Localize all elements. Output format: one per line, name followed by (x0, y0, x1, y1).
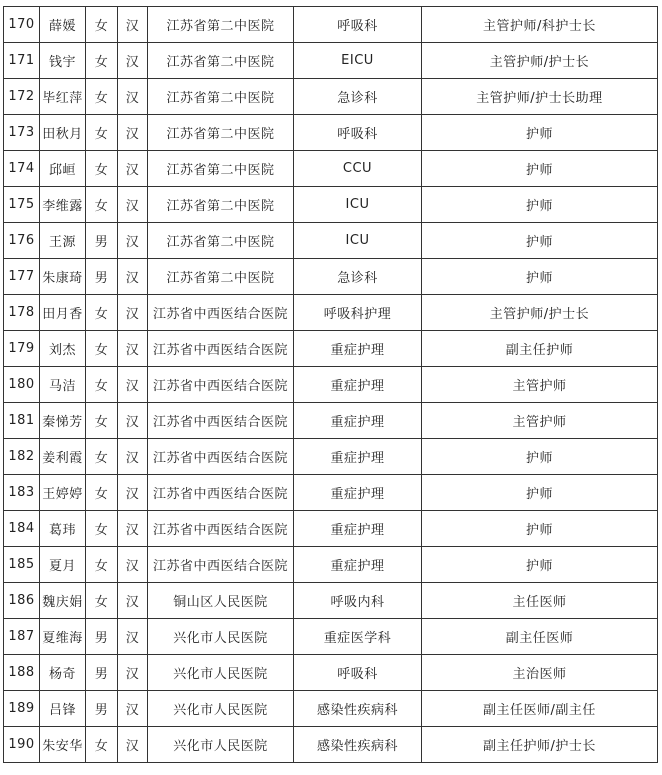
job-title-cell: 主管护师 (422, 403, 658, 439)
person-name-cell: 邱峘 (40, 151, 86, 187)
sex-cell: 女 (86, 403, 118, 439)
department-cell: 重症护理 (294, 367, 422, 403)
sex-cell: 男 (86, 259, 118, 295)
person-name-cell: 钱宇 (40, 43, 86, 79)
hospital-name-cell: 江苏省第二中医院 (148, 43, 294, 79)
department-cell: CCU (294, 151, 422, 187)
ethnicity-cell: 汉 (118, 511, 148, 547)
row-number-cell: 185 (4, 547, 40, 583)
row-number-cell: 182 (4, 439, 40, 475)
hospital-name-cell: 江苏省中西医结合医院 (148, 439, 294, 475)
department-cell: 感染性疾病科 (294, 691, 422, 727)
table-row (4, 367, 658, 403)
sex-cell: 女 (86, 583, 118, 619)
department-cell: 急诊科 (294, 259, 422, 295)
sex-cell: 女 (86, 43, 118, 79)
person-name-cell: 刘杰 (40, 331, 86, 367)
table-row (4, 43, 658, 79)
table-row (4, 655, 658, 691)
job-title-cell: 主管护师 (422, 367, 658, 403)
table-row (4, 475, 658, 511)
job-title-cell: 主任医师 (422, 583, 658, 619)
row-number-cell: 175 (4, 187, 40, 223)
table-row (4, 187, 658, 223)
table-row (4, 151, 658, 187)
job-title-cell: 护师 (422, 439, 658, 475)
hospital-name-cell: 江苏省中西医结合医院 (148, 511, 294, 547)
department-cell: 重症医学科 (294, 619, 422, 655)
department-cell: 急诊科 (294, 79, 422, 115)
person-name-cell: 夏维海 (40, 619, 86, 655)
sex-cell: 女 (86, 115, 118, 151)
ethnicity-cell: 汉 (118, 187, 148, 223)
ethnicity-cell: 汉 (118, 331, 148, 367)
hospital-name-cell: 兴化市人民医院 (148, 727, 294, 763)
ethnicity-cell: 汉 (118, 7, 148, 43)
ethnicity-cell: 汉 (118, 547, 148, 583)
hospital-name-cell: 铜山区人民医院 (148, 583, 294, 619)
ethnicity-cell: 汉 (118, 475, 148, 511)
job-title-cell: 副主任护师/护士长 (422, 727, 658, 763)
ethnicity-cell: 汉 (118, 403, 148, 439)
job-title-cell: 副主任医师/副主任 (422, 691, 658, 727)
department-cell: 呼吸内科 (294, 583, 422, 619)
job-title-cell: 主治医师 (422, 655, 658, 691)
sex-cell: 男 (86, 655, 118, 691)
ethnicity-cell: 汉 (118, 43, 148, 79)
table-row (4, 403, 658, 439)
person-name-cell: 田秋月 (40, 115, 86, 151)
job-title-cell: 护师 (422, 151, 658, 187)
job-title-cell: 主管护师/护士长助理 (422, 79, 658, 115)
person-name-cell: 姜利霞 (40, 439, 86, 475)
hospital-name-cell: 江苏省中西医结合医院 (148, 367, 294, 403)
department-cell: 重症护理 (294, 475, 422, 511)
row-number-cell: 181 (4, 403, 40, 439)
row-number-cell: 188 (4, 655, 40, 691)
row-number-cell: 179 (4, 331, 40, 367)
ethnicity-cell: 汉 (118, 115, 148, 151)
row-number-cell: 170 (4, 7, 40, 43)
job-title-cell: 护师 (422, 115, 658, 151)
sex-cell: 男 (86, 619, 118, 655)
sex-cell: 女 (86, 547, 118, 583)
table-row (4, 115, 658, 151)
row-number-cell: 180 (4, 367, 40, 403)
person-name-cell: 吕锋 (40, 691, 86, 727)
row-number-cell: 172 (4, 79, 40, 115)
person-name-cell: 田月香 (40, 295, 86, 331)
person-name-cell: 毕红萍 (40, 79, 86, 115)
hospital-name-cell: 江苏省第二中医院 (148, 223, 294, 259)
row-number-cell: 183 (4, 475, 40, 511)
row-number-cell: 189 (4, 691, 40, 727)
job-title-cell: 护师 (422, 187, 658, 223)
hospital-name-cell: 江苏省中西医结合医院 (148, 547, 294, 583)
ethnicity-cell: 汉 (118, 151, 148, 187)
row-number-cell: 173 (4, 115, 40, 151)
ethnicity-cell: 汉 (118, 367, 148, 403)
row-number-cell: 178 (4, 295, 40, 331)
person-name-cell: 王源 (40, 223, 86, 259)
row-number-cell: 174 (4, 151, 40, 187)
sex-cell: 女 (86, 295, 118, 331)
hospital-name-cell: 江苏省第二中医院 (148, 259, 294, 295)
person-name-cell: 魏庆娟 (40, 583, 86, 619)
job-title-cell: 护师 (422, 475, 658, 511)
sex-cell: 女 (86, 7, 118, 43)
table-row (4, 727, 658, 763)
table-row (4, 511, 658, 547)
department-cell: EICU (294, 43, 422, 79)
table-row (4, 439, 658, 475)
person-name-cell: 朱康琦 (40, 259, 86, 295)
sex-cell: 女 (86, 439, 118, 475)
department-cell: 重症护理 (294, 511, 422, 547)
department-cell: ICU (294, 187, 422, 223)
sex-cell: 女 (86, 79, 118, 115)
sex-cell: 男 (86, 691, 118, 727)
hospital-name-cell: 江苏省中西医结合医院 (148, 475, 294, 511)
ethnicity-cell: 汉 (118, 259, 148, 295)
hospital-name-cell: 江苏省第二中医院 (148, 79, 294, 115)
hospital-name-cell: 江苏省第二中医院 (148, 151, 294, 187)
hospital-name-cell: 江苏省中西医结合医院 (148, 295, 294, 331)
row-number-cell: 186 (4, 583, 40, 619)
hospital-name-cell: 江苏省中西医结合医院 (148, 403, 294, 439)
table-row (4, 691, 658, 727)
job-title-cell: 副主任医师 (422, 619, 658, 655)
department-cell: 呼吸科 (294, 7, 422, 43)
table-row (4, 79, 658, 115)
row-number-cell: 177 (4, 259, 40, 295)
ethnicity-cell: 汉 (118, 223, 148, 259)
department-cell: 感染性疾病科 (294, 727, 422, 763)
hospital-name-cell: 兴化市人民医院 (148, 655, 294, 691)
department-cell: 呼吸科 (294, 655, 422, 691)
ethnicity-cell: 汉 (118, 439, 148, 475)
person-name-cell: 李维露 (40, 187, 86, 223)
table-row (4, 331, 658, 367)
person-name-cell: 葛玮 (40, 511, 86, 547)
table-row (4, 583, 658, 619)
hospital-name-cell: 兴化市人民医院 (148, 691, 294, 727)
ethnicity-cell: 汉 (118, 691, 148, 727)
roster-body (4, 7, 658, 763)
person-name-cell: 马洁 (40, 367, 86, 403)
job-title-cell: 主管护师/护士长 (422, 43, 658, 79)
job-title-cell: 护师 (422, 547, 658, 583)
hospital-name-cell: 江苏省第二中医院 (148, 115, 294, 151)
department-cell: 重症护理 (294, 331, 422, 367)
job-title-cell: 护师 (422, 223, 658, 259)
job-title-cell: 护师 (422, 511, 658, 547)
row-number-cell: 187 (4, 619, 40, 655)
person-name-cell: 夏月 (40, 547, 86, 583)
department-cell: 重症护理 (294, 547, 422, 583)
department-cell: 重症护理 (294, 439, 422, 475)
ethnicity-cell: 汉 (118, 727, 148, 763)
table-row (4, 547, 658, 583)
person-name-cell: 薛媛 (40, 7, 86, 43)
department-cell: ICU (294, 223, 422, 259)
row-number-cell: 176 (4, 223, 40, 259)
person-name-cell: 杨奇 (40, 655, 86, 691)
person-name-cell: 王婷婷 (40, 475, 86, 511)
sex-cell: 女 (86, 727, 118, 763)
person-name-cell: 朱安华 (40, 727, 86, 763)
table-row (4, 619, 658, 655)
sex-cell: 女 (86, 367, 118, 403)
table-row (4, 295, 658, 331)
sex-cell: 女 (86, 187, 118, 223)
job-title-cell: 主管护师/科护士长 (422, 7, 658, 43)
hospital-name-cell: 江苏省第二中医院 (148, 7, 294, 43)
table-row (4, 223, 658, 259)
job-title-cell: 副主任护师 (422, 331, 658, 367)
job-title-cell: 主管护师/护士长 (422, 295, 658, 331)
job-title-cell: 护师 (422, 259, 658, 295)
department-cell: 呼吸科 (294, 115, 422, 151)
hospital-name-cell: 江苏省第二中医院 (148, 187, 294, 223)
sex-cell: 女 (86, 331, 118, 367)
row-number-cell: 190 (4, 727, 40, 763)
sex-cell: 男 (86, 223, 118, 259)
sex-cell: 女 (86, 151, 118, 187)
ethnicity-cell: 汉 (118, 655, 148, 691)
hospital-name-cell: 兴化市人民医院 (148, 619, 294, 655)
hospital-name-cell: 江苏省中西医结合医院 (148, 331, 294, 367)
person-name-cell: 秦悌芳 (40, 403, 86, 439)
department-cell: 重症护理 (294, 403, 422, 439)
ethnicity-cell: 汉 (118, 79, 148, 115)
row-number-cell: 171 (4, 43, 40, 79)
sex-cell: 女 (86, 511, 118, 547)
table-row (4, 7, 658, 43)
row-number-cell: 184 (4, 511, 40, 547)
ethnicity-cell: 汉 (118, 583, 148, 619)
sex-cell: 女 (86, 475, 118, 511)
department-cell: 呼吸科护理 (294, 295, 422, 331)
ethnicity-cell: 汉 (118, 295, 148, 331)
ethnicity-cell: 汉 (118, 619, 148, 655)
staff-roster-table (3, 6, 658, 763)
table-row (4, 259, 658, 295)
